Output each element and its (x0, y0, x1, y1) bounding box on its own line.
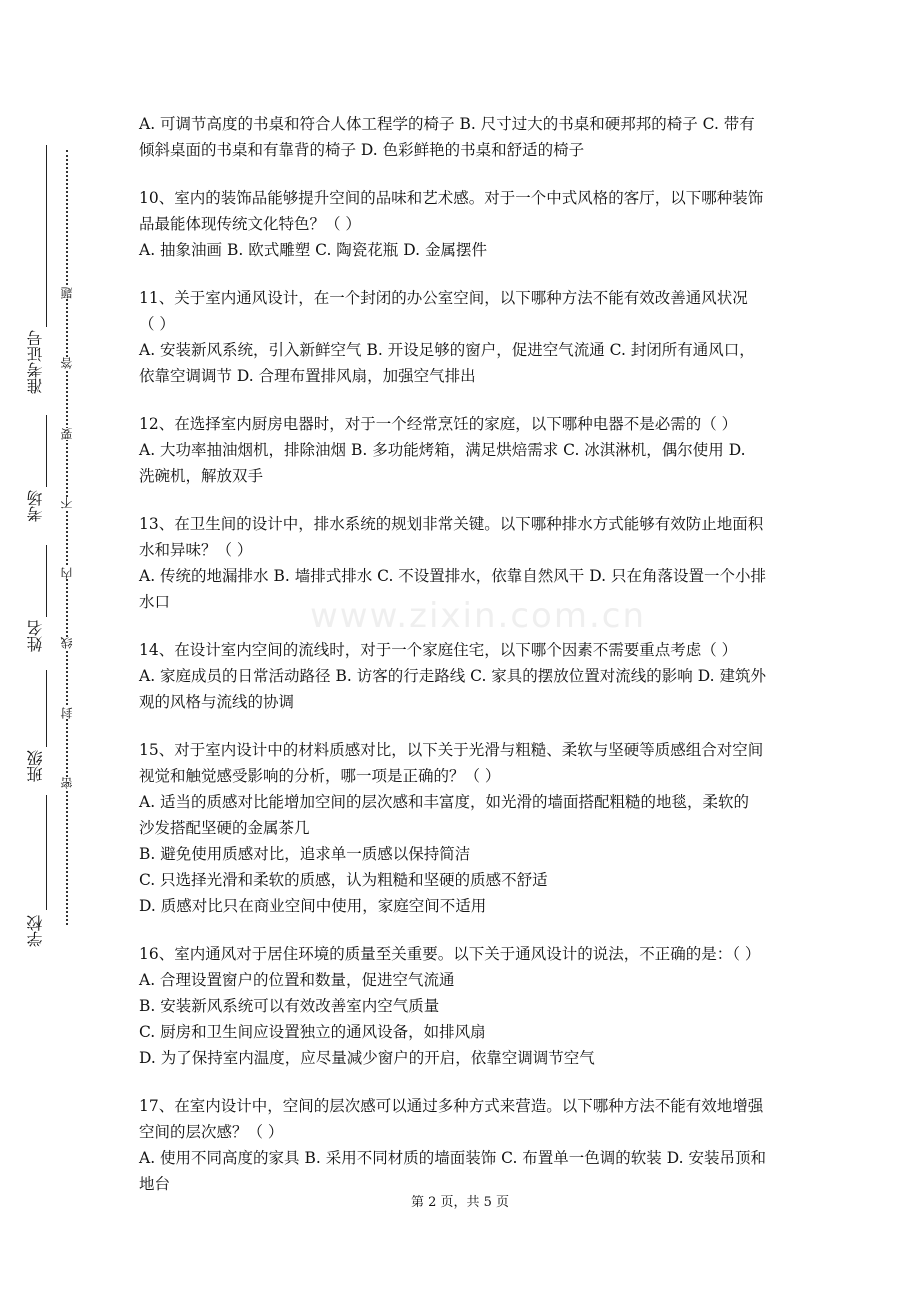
text-line: A. 传统的地漏排水 B. 墙排式排水 C. 不设置排水，依靠自然风干 D. 只在角落设置一个小排 (139, 567, 766, 585)
seal-char: 不 (60, 497, 74, 509)
field-line-exam-id (46, 145, 47, 327)
question-16 (139, 941, 789, 1071)
text-line: C. 厨房和卫生间应设置独立的通风设备，如排风扇 (139, 1023, 486, 1041)
question-13 (139, 511, 789, 615)
text-line: A. 大功率抽油烟机，排除油烟 B. 多功能烤箱，满足烘焙需求 C. 冰淇淋机，偶尔使用 D. (139, 441, 746, 459)
text-line: A. 家庭成员的日常活动路径 B. 访客的行走路线 C. 家具的摆放位置对流线的影响 D. 建筑外 (139, 667, 766, 685)
field-label-exam-id: 准考证号 (26, 330, 45, 394)
text-line: 10、室内的装饰品能够提升空间的品味和艺术感。对于一个中式风格的客厅，以下哪种装饰 (139, 189, 764, 207)
field-label-name: 姓名 (26, 620, 45, 652)
text-line: 洗碗机，解放双手 (139, 467, 264, 485)
text-line: D. 质感对比只在商业空间中使用，家庭空间不适用 (139, 897, 487, 915)
question-17 (139, 1093, 789, 1197)
field-label-exam-room: 考场 (26, 490, 45, 522)
text-line: C. 只选择光滑和柔软的质感，认为粗糙和坚硬的质感不舒适 (139, 871, 548, 889)
text-line: A. 适当的质感对比能增加空间的层次感和丰富度，如光滑的墙面搭配粗糙的地毯，柔软的 (139, 793, 750, 811)
text-line: 11、关于室内通风设计，在一个封闭的办公室空间，以下哪种方法不能有效改善通风状况 (139, 289, 748, 307)
text-line: A. 合理设置窗户的位置和数量，促进空气流通 (139, 971, 455, 989)
text-line: 12、在选择室内厨房电器时，对于一个经常烹饪的家庭，以下哪种电器不是必需的（ ） (139, 415, 738, 433)
text-line: A. 安装新风系统，引入新鲜空气 B. 开设足够的窗户，促进空气流通 C. 封闭所有通风口， (139, 341, 755, 359)
seal-char: 要 (60, 428, 74, 440)
text-line: B. 安装新风系统可以有效改善室内空气质量 (139, 997, 440, 1015)
question-content (139, 111, 789, 1219)
text-line: 14、在设计室内空间的流线时，对于一个家庭住宅，以下哪个因素不需要重点考虑（ ） (139, 641, 738, 659)
text-line: 15、对于室内设计中的材料质感对比，以下关于光滑与粗糙、柔软与坚硬等质感组合对空间 (139, 741, 764, 759)
page-footer: 第 2 页，共 5 页 (410, 1195, 510, 1210)
student-info-margin (14, 145, 54, 965)
seal-char: 线 (60, 637, 74, 649)
text-line: A. 抽象油画 B. 欧式雕塑 C. 陶瓷花瓶 D. 金属摆件 (139, 241, 487, 259)
text-line: A. 使用不同高度的家具 B. 采用不同材质的墙面装饰 C. 布置单一色调的软装 D. 安装吊顶和 (139, 1149, 766, 1167)
text-line: 品最能体现传统文化特色？（ ） (139, 215, 361, 233)
text-line: 沙发搭配坚硬的金属茶几 (139, 819, 310, 837)
seal-char: 封 (60, 707, 74, 719)
field-line-class (46, 670, 47, 747)
text-line: 依靠空调调节 D. 合理布置排风扇，加强空气排出 (139, 367, 476, 385)
watermark: www.zixin.com.cn (310, 596, 646, 636)
field-line-school (46, 795, 47, 910)
text-line: 水和异味？（ ） (139, 541, 253, 559)
question-11 (139, 285, 789, 389)
question-14 (139, 637, 789, 715)
text-line: 观的风格与流线的协调 (139, 693, 295, 711)
text-line: 地台 (139, 1175, 171, 1193)
seal-char: 内 (60, 567, 74, 579)
question-9-options (139, 111, 789, 163)
seal-char: 题 (60, 287, 74, 299)
field-line-name (46, 545, 47, 617)
field-label-school: 学校 (26, 915, 45, 947)
question-12 (139, 411, 789, 489)
seal-char: 密 (60, 777, 74, 789)
text-line: 16、室内通风对于居住环境的质量至关重要。以下关于通风设计的说法，不正确的是：（ ） (139, 945, 761, 963)
question-10 (139, 185, 789, 263)
seal-dotted-line (66, 150, 68, 925)
text-line: B. 避免使用质感对比，追求单一质感以保持简洁 (139, 845, 471, 863)
text-line: 视觉和触觉感受影响的分析，哪一项是正确的？（ ） (139, 767, 501, 785)
text-line: D. 为了保持室内温度，应尽量减少窗户的开启，依靠空调调节空气 (139, 1049, 595, 1067)
seal-char: 答 (60, 357, 74, 369)
text-line: A. 可调节高度的书桌和符合人体工程学的椅子 B. 尺寸过大的书桌和硬邦邦的椅子 C. 带有 (139, 115, 755, 133)
text-line: 17、在室内设计中，空间的层次感可以通过多种方式来营造。以下哪种方法不能有效地增强 (139, 1097, 764, 1115)
text-line: 水口 (139, 593, 171, 611)
field-line-exam-room (46, 415, 47, 487)
question-15 (139, 737, 789, 919)
text-line: 空间的层次感？（ ） (139, 1123, 284, 1141)
field-label-class: 班级 (26, 750, 45, 782)
text-line: （ ） (139, 315, 175, 333)
text-line: 倾斜桌面的书桌和有靠背的椅子 D. 色彩鲜艳的书桌和舒适的椅子 (139, 141, 585, 159)
text-line: 13、在卫生间的设计中，排水系统的规划非常关键。以下哪种排水方式能够有效防止地面积 (139, 515, 764, 533)
